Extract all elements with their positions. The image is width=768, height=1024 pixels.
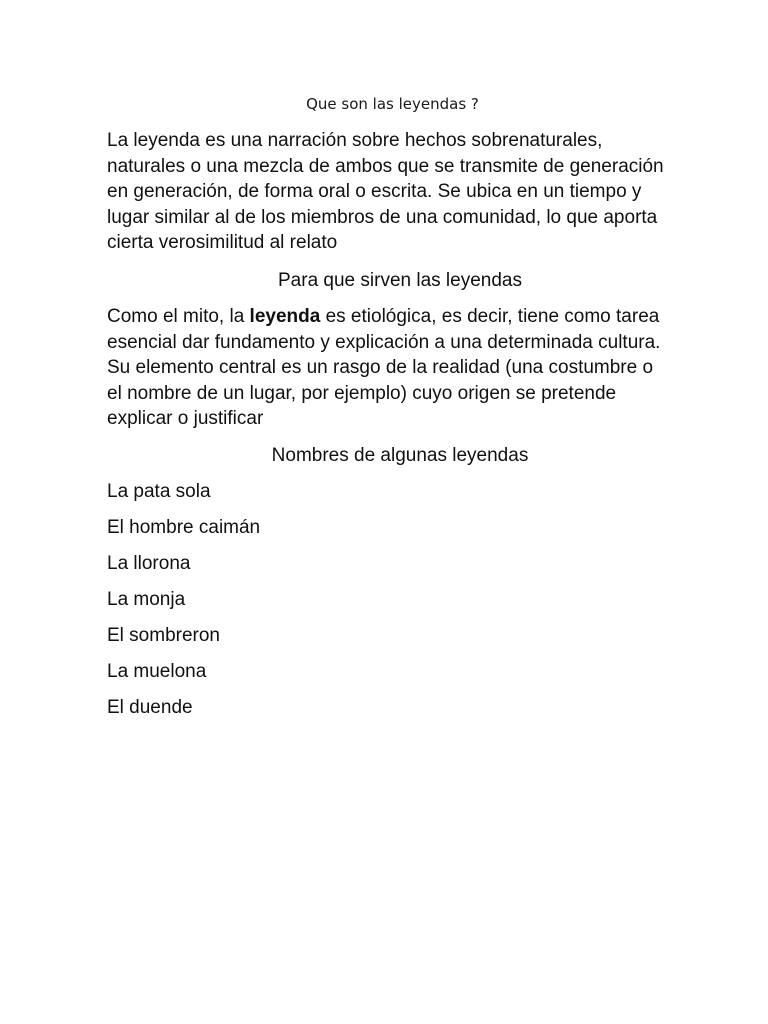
list-item: El hombre caimán [107, 517, 261, 538]
document-title: Que son las leyendas ? [306, 95, 479, 113]
list-item: La llorona [107, 553, 191, 574]
definition-paragraph: La leyenda es una narración sobre hechos sobrenaturales, naturales o una mezcla de ambos que se transmite de generación en generación, de forma oral o escrita. Se ubica en un tiempo y lugar similar al de los miembros de una comunidad, lo que aporta cierta verosimilitud al relato [107, 130, 664, 253]
list-item: El duende [107, 697, 193, 718]
list-item: El sombreron [107, 625, 220, 646]
purpose-paragraph-start: Como el mito, la [107, 306, 250, 327]
list-item: La pata sola [107, 481, 211, 502]
purpose-heading: Para que sirven las leyendas [278, 270, 522, 291]
legend-names-list [107, 479, 260, 731]
purpose-paragraph-end: es etiológica, es decir, tiene como tarea esencial dar fundamento y explicación a una determinada cultura. Su elemento central es un rasgo de la realidad (una costumbre o el nombre de un lugar, por ejemplo) cuyo origen se pretende explicar o justificar [107, 306, 661, 429]
list-item: La monja [107, 589, 186, 610]
purpose-paragraph [107, 304, 667, 432]
list-item: La muelona [107, 661, 207, 682]
legend-names-heading: Nombres de algunas leyendas [271, 445, 529, 466]
purpose-paragraph-bold-term: leyenda [249, 306, 321, 327]
